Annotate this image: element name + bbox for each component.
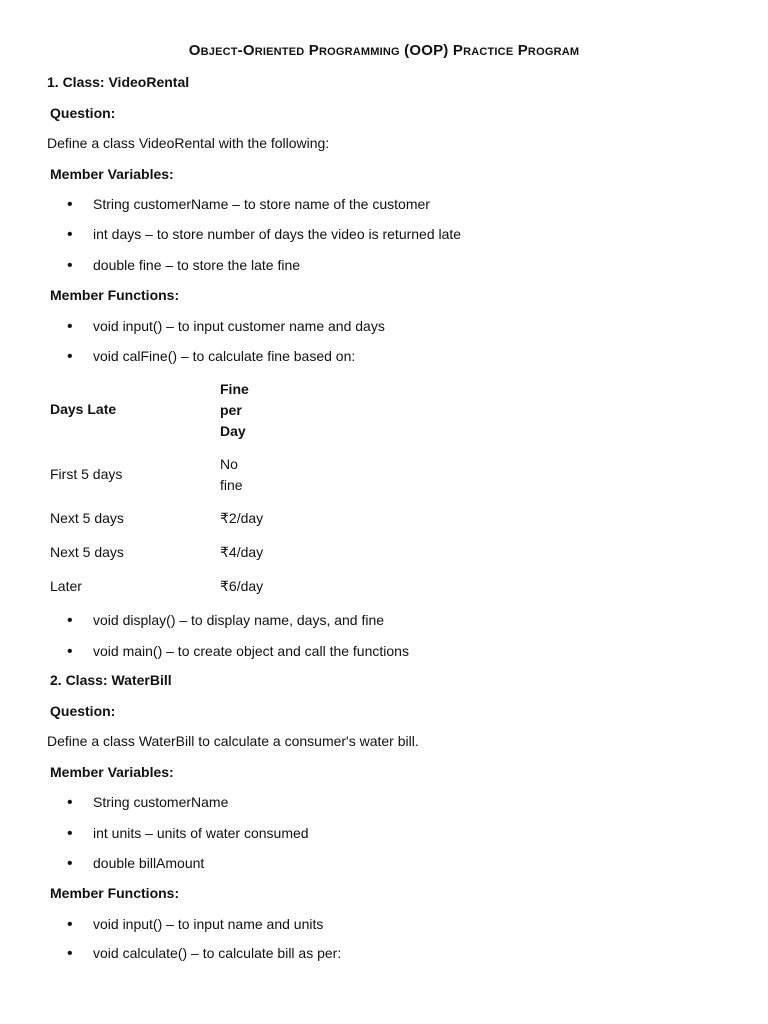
section-2-question-text: Define a class WaterBill to calculate a consumer's water bill. <box>47 733 419 749</box>
list-item-text: int units – units of water consumed <box>93 825 309 841</box>
section-1-functions-label: Member Functions: <box>50 287 180 303</box>
bullet: • <box>67 348 73 365</box>
list-item <box>67 641 409 662</box>
section-1-heading: 1. Class: VideoRental <box>47 74 190 90</box>
section-1-question-text: Define a class VideoRental with the following: <box>47 135 330 151</box>
section-1-variables-label: Member Variables: <box>50 166 174 182</box>
table-cell: ₹2/day <box>220 510 264 526</box>
list-item-text: void calculate() – to calculate bill as per: <box>93 945 342 961</box>
list-item <box>67 316 385 337</box>
list-item-text: void input() – to input customer name and days <box>93 318 385 334</box>
list-item-text: String customerName – to store name of the customer <box>93 196 430 212</box>
bullet: • <box>67 318 73 335</box>
document-title: Object-Oriented Programming (OOP) Practice Program <box>188 42 580 59</box>
list-item <box>67 224 461 245</box>
list-item-text: int days – to store number of days the video is returned late <box>93 226 462 242</box>
list-item <box>67 823 309 844</box>
bullet: • <box>67 196 73 213</box>
list-item <box>67 914 323 935</box>
list-item <box>67 610 384 631</box>
list-item <box>67 346 355 367</box>
table-header-days-late: Days Late <box>50 401 117 417</box>
table-cell: Later <box>50 578 82 594</box>
table-cell: No fine <box>220 456 243 493</box>
list-item <box>67 194 430 215</box>
list-item-text: void main() – to create object and call the functions <box>93 643 409 659</box>
list-item <box>67 792 228 813</box>
section-2-variables-label: Member Variables: <box>50 764 174 780</box>
list-item-text: void input() – to input name and units <box>93 916 324 932</box>
bullet: • <box>67 855 73 872</box>
list-item <box>67 255 300 276</box>
list-item-text: double billAmount <box>93 855 205 871</box>
list-item <box>67 853 204 874</box>
bullet: • <box>67 612 73 629</box>
table-cell: ₹4/day <box>220 544 264 560</box>
section-2-functions-label: Member Functions: <box>50 885 180 901</box>
bullet: • <box>67 794 73 811</box>
section-2-heading: 2. Class: WaterBill <box>50 672 172 688</box>
bullet: • <box>67 945 73 962</box>
list-item-text: double fine – to store the late fine <box>93 257 301 273</box>
table-cell: Next 5 days <box>50 510 124 526</box>
bullet: • <box>67 825 73 842</box>
list-item-text: String customerName <box>93 794 229 810</box>
bullet: • <box>67 916 73 933</box>
table-cell: Next 5 days <box>50 544 124 560</box>
bullet: • <box>67 257 73 274</box>
table-cell: First 5 days <box>50 466 123 482</box>
table-header-fine-per-day: Fine per Day <box>220 381 249 439</box>
list-item-text: void display() – to display name, days, and fine <box>93 612 385 628</box>
section-2-question-label: Question: <box>50 703 116 719</box>
bullet: • <box>67 643 73 660</box>
table-cell: ₹6/day <box>220 578 264 594</box>
bullet: • <box>67 226 73 243</box>
list-item <box>67 943 341 964</box>
section-1-question-label: Question: <box>50 105 116 121</box>
list-item-text: void calFine() – to calculate fine based on: <box>93 348 356 364</box>
